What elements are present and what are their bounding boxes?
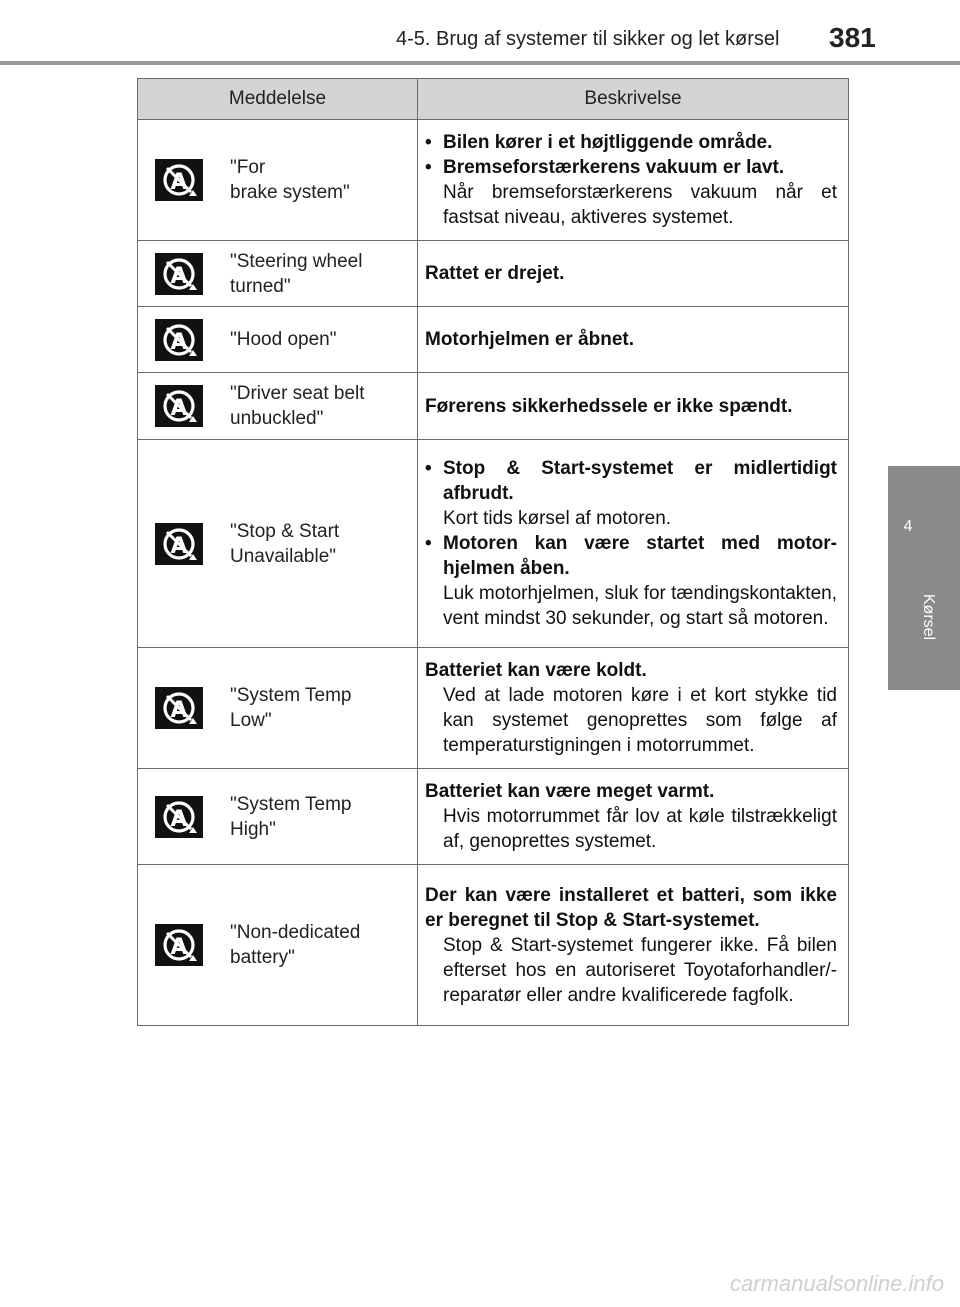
- stop-start-warning-icon: [155, 319, 203, 361]
- message-text-line1: "Stop & Start: [230, 520, 340, 542]
- description-heading: Der kan være installeret et batteri, som ikke er beregnet til Stop & Start-systemet.: [425, 884, 837, 931]
- svg-text:A: A: [170, 329, 188, 355]
- table-header-row: [138, 79, 849, 120]
- table-row: [138, 440, 849, 648]
- description-bullet: • Stop & Start-systemet er midlertidigt afbrudt.: [425, 456, 837, 506]
- description-cell: [418, 120, 849, 241]
- description-detail: Når bremseforstærkerens vakuum når et fastsat niveau, aktiveres systemet.: [443, 182, 837, 228]
- table-row: [138, 241, 849, 307]
- description-heading: Batteriet kan være meget varmt.: [425, 781, 715, 802]
- description-cell: [418, 648, 849, 769]
- description-detail: Kort tids kørsel af motoren.: [443, 508, 672, 529]
- message-text-line1: "Driver seat belt: [230, 383, 365, 404]
- description-detail: Stop & Start-systemet fungerer ikke. Få bilen efterset hos en autoriseret Toyotaforhandler/-reparatør eller andre kvalificerede fagfolk.: [443, 934, 837, 1006]
- message-text-line2: Unavailable": [230, 545, 337, 567]
- chapter-label: Kørsel: [920, 593, 937, 641]
- message-text-line2: battery": [230, 947, 295, 968]
- svg-text:A: A: [170, 698, 188, 723]
- watermark: carmanualsonline.info: [729, 1271, 944, 1296]
- stop-start-warning-icon: [155, 924, 203, 966]
- message-table: [137, 78, 849, 1026]
- description-cell: [418, 769, 849, 865]
- table-row: [138, 648, 849, 769]
- message-cell: [138, 865, 418, 1026]
- svg-text:A: A: [170, 396, 188, 421]
- description-detail: Ved at lade motoren køre i et kort stykke tid kan systemet genoprettes som følge af temperaturstigningen i motorrummet.: [443, 685, 837, 756]
- description-cell: [418, 440, 849, 648]
- message-text-line2: brake system": [230, 182, 350, 203]
- message-cell: [138, 648, 418, 769]
- table-row: [138, 865, 849, 1026]
- svg-text:A: A: [170, 533, 188, 559]
- message-cell: [138, 307, 418, 373]
- description-bullet: • Motoren kan være startet med motorhjelmen åben.: [425, 531, 837, 581]
- description-cell: [418, 865, 849, 1026]
- message-text-line2: unbuckled": [230, 408, 324, 429]
- message-text-line1: "For: [230, 157, 266, 178]
- table-row: [138, 373, 849, 440]
- message-cell: [138, 440, 418, 648]
- description-bullet: • Bremseforstærkerens vakuum er lavt.: [425, 155, 837, 180]
- message-text-line1: "Steering wheel: [230, 250, 363, 272]
- table-row: [138, 120, 849, 241]
- stop-start-warning-icon: [155, 796, 203, 838]
- page-number: 381: [829, 22, 876, 53]
- svg-text:A: A: [170, 806, 188, 832]
- message-text-line1: "System Temp: [230, 685, 352, 706]
- svg-text:A: A: [170, 170, 188, 195]
- stop-start-warning-icon: [155, 385, 203, 427]
- description-detail: Hvis motorrummet får lov at køle tilstrækkeligt af, genoprettes systemet.: [443, 806, 837, 852]
- message-cell: [138, 769, 418, 865]
- description-bullet: • Bilen kører i et højtliggende område.: [425, 130, 837, 155]
- stop-start-warning-icon: [155, 687, 203, 729]
- chapter-side-tab[interactable]: [888, 466, 960, 690]
- message-text-line1: "Hood open": [230, 329, 337, 350]
- svg-text:A: A: [170, 263, 188, 289]
- svg-text:A: A: [170, 935, 188, 960]
- message-cell: [138, 120, 418, 241]
- column-header-description: Beskrivelse: [418, 79, 849, 120]
- stop-start-warning-icon: [155, 159, 203, 201]
- message-cell: [138, 373, 418, 440]
- message-cell: [138, 241, 418, 307]
- column-header-message: Meddelelse: [138, 79, 418, 120]
- chapter-number: 4: [903, 518, 913, 535]
- table-row: [138, 769, 849, 865]
- stop-start-warning-icon: [155, 253, 203, 295]
- description-cell: Førerens sikkerhedssele er ikke spændt.: [418, 373, 849, 440]
- table-row: [138, 307, 849, 373]
- message-text-line1: "Non-dedicated: [230, 922, 361, 943]
- header-divider: [0, 61, 960, 65]
- stop-start-warning-icon: [155, 523, 203, 565]
- description-cell: Motorhjelmen er åbnet.: [418, 307, 849, 373]
- description-detail: Luk motorhjelmen, sluk for tændingskontakten, vent mindst 30 sekunder, og start så motoren.: [443, 583, 837, 629]
- description-cell: Rattet er drejet.: [418, 241, 849, 307]
- message-text-line1: "System Temp: [230, 793, 352, 815]
- section-title: 4-5. Brug af systemer til sikker og let kørsel: [396, 28, 780, 50]
- description-heading: Batteriet kan være koldt.: [425, 660, 647, 681]
- message-text-line2: High": [230, 818, 276, 840]
- message-text-line2: turned": [230, 275, 291, 297]
- message-text-line2: Low": [230, 710, 272, 731]
